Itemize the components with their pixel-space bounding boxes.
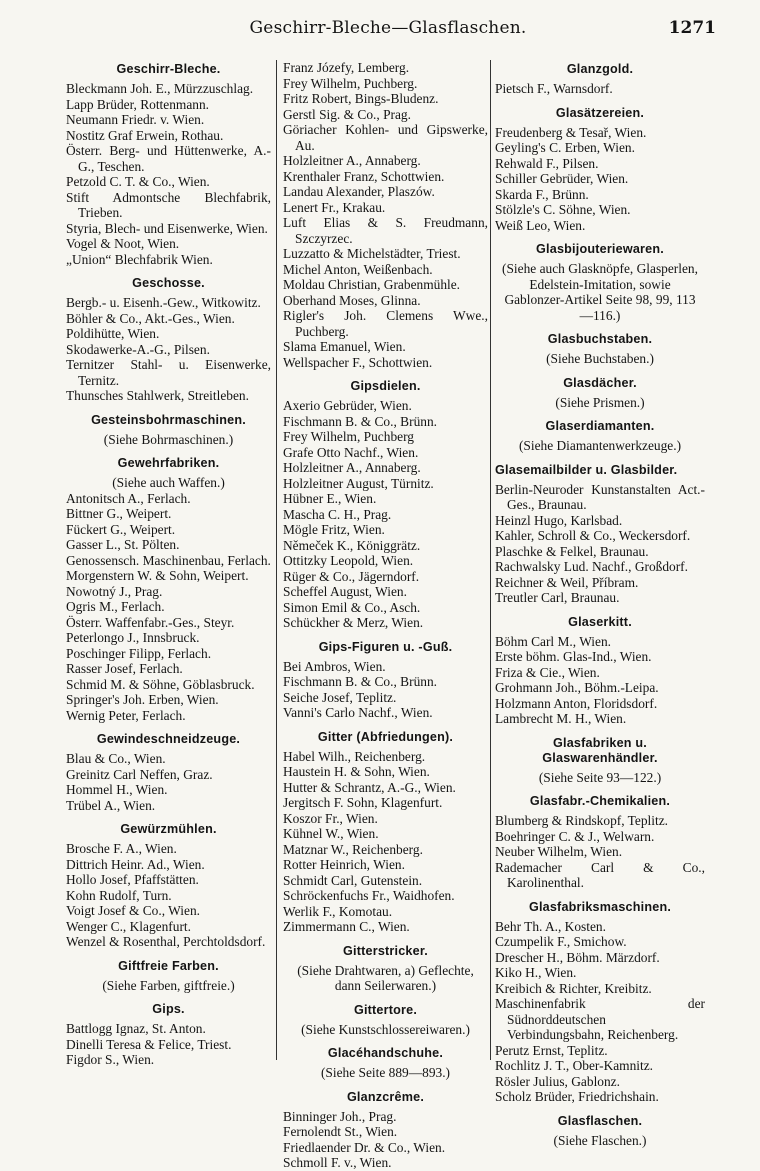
directory-entry: Heinzl Hugo, Karlsbad.: [495, 512, 623, 528]
entry-list: [495, 81, 705, 97]
directory-entry: Pietsch F., Warnsdorf.: [495, 81, 613, 96]
directory-entry: Wenzel & Rosenthal, Perchtoldsdorf.: [66, 934, 266, 949]
directory-entry: Kohn Rudolf, Turn.: [66, 887, 172, 903]
directory-entry: Frey Wilhelm, Puchberg.: [283, 75, 418, 91]
directory-entry: Poschinger Filipp, Ferlach.: [66, 645, 212, 661]
directory-entry: Fritz Robert, Bings-Bludenz.: [283, 91, 439, 106]
directory-entry: Ternitzer Stahl- u. Eisenwerke, Ternitz.: [66, 357, 271, 388]
directory-entry: Bittner G., Weipert.: [66, 506, 172, 521]
section-heading: Glasflaschen.: [557, 1113, 643, 1128]
cross-reference: (Siehe Seite 93—122.): [538, 769, 662, 785]
directory-entry: Österr. Waffenfabr.-Ges., Steyr.: [66, 614, 235, 630]
cross-reference: (Siehe Flaschen.): [553, 1132, 647, 1148]
directory-entry: Schmidt Carl, Gutenstein.: [283, 872, 423, 888]
directory-entry: Schiller Gebrüder, Wien.: [495, 171, 629, 186]
section-heading: Giftfreie Farben.: [118, 958, 219, 973]
directory-entry: Grafe Otto Nachf., Wien.: [283, 444, 419, 460]
directory-entry: Stift Admontsche Blechfabrik, Trieben.: [66, 189, 271, 220]
directory-entry: Holzleitner August, Türnitz.: [283, 475, 434, 491]
directory-entry: Wernig Peter, Ferlach.: [66, 707, 186, 723]
directory-entry: Oberhand Moses, Glinna.: [283, 292, 421, 308]
directory-entry: Skarda F., Brünn.: [495, 186, 589, 202]
directory-entry: Hutter & Schrantz, A.-G., Wien.: [283, 779, 456, 795]
directory-entry: Fischmann B. & Co., Brünn.: [283, 413, 437, 429]
section-heading: Gips.: [152, 1002, 185, 1016]
directory-entry: Geyling's C. Erben, Wien.: [495, 140, 635, 155]
section-heading: Glaserkitt.: [568, 614, 632, 629]
section-heading: Gipsdielen.: [350, 379, 421, 393]
directory-entry: Jergitsch F. Sohn, Klagenfurt.: [283, 795, 443, 810]
directory-entry: Springer's Joh. Erben, Wien.: [66, 692, 219, 707]
directory-entry: Ogris M., Ferlach.: [66, 599, 165, 614]
directory-entry: Perutz Ernst, Teplitz.: [495, 1042, 608, 1058]
directory-entry: Němeček K., Königgrätz.: [283, 537, 421, 553]
directory-entry: Holzleitner A., Annaberg.: [283, 153, 421, 168]
directory-entry: Rösler Julius, Gablonz.: [495, 1073, 620, 1089]
column-1: [66, 60, 271, 1068]
directory-entry: „Union“ Blechfabrik Wien.: [66, 251, 213, 267]
entry-list: [66, 751, 271, 813]
directory-entry: Habel Wilh., Reichenberg.: [283, 748, 426, 764]
directory-entry: Berlin-Neuroder Kunstanstalten Act.-Ges., Braunau.: [495, 481, 705, 512]
directory-entry: Blau & Co., Wien.: [66, 751, 166, 766]
cross-reference: (Siehe Diamantenwerkzeuge.): [518, 438, 682, 453]
directory-entry: Skodawerke-A.-G., Pilsen.: [66, 341, 210, 357]
directory-entry: Holzmann Anton, Floridsdorf.: [495, 695, 658, 711]
directory-entry: Thunsches Stahlwerk, Streitleben.: [66, 388, 249, 403]
section-heading: Geschirr-Bleche.: [116, 62, 221, 76]
section-heading: Gips-Figuren u. -Guß.: [318, 639, 453, 654]
directory-entry: Brosche F. A., Wien.: [66, 841, 177, 856]
directory-entry: Werlik F., Komotau.: [283, 903, 393, 919]
directory-entry: Friza & Cie., Wien.: [495, 664, 600, 680]
directory-entry: Kiko H., Wien.: [495, 965, 577, 980]
directory-entry: Czumpelik F., Smichow.: [495, 934, 627, 949]
entry-list: [66, 1021, 271, 1068]
directory-entry: Schröckenfuchs Fr., Waidhofen.: [283, 888, 455, 903]
directory-entry: Greinitz Carl Neffen, Graz.: [66, 766, 213, 782]
directory-entry: Morgenstern W. & Sohn, Weipert.: [66, 568, 249, 583]
cross-reference: (Siehe Buchstaben.): [546, 351, 654, 366]
directory-entry: Nowotný J., Prag.: [66, 583, 163, 599]
directory-entry: Bergb.- u. Eisenh.-Gew., Witkowitz.: [66, 295, 261, 310]
directory-entry: Rochlitz J. T., Ober-Kamnitz.: [495, 1058, 654, 1073]
directory-entry: Bei Ambros, Wien.: [283, 658, 386, 674]
directory-entry: Seiche Josef, Teplitz.: [283, 689, 397, 705]
directory-entry: Petzold C. T. & Co., Wien.: [66, 174, 210, 189]
directory-entry: Lambrecht M. H., Wien.: [495, 711, 627, 726]
section-heading: Glanzgold.: [566, 62, 634, 76]
directory-entry: Treutler Carl, Braunau.: [495, 590, 620, 605]
directory-entry: Böhler & Co., Akt.-Ges., Wien.: [66, 310, 235, 326]
cross-reference: (Siehe Bohrmaschinen.): [103, 431, 234, 447]
directory-entry: Styria, Blech- und Eisenwerke, Wien.: [66, 220, 268, 236]
entry-list: [495, 919, 705, 1105]
directory-entry: Matznar W., Reichenberg.: [283, 841, 423, 857]
directory-entry: Landau Alexander, Plaszów.: [283, 184, 435, 199]
entry-list: [283, 1109, 488, 1171]
directory-entry: Freudenberg & Tesař, Wien.: [495, 124, 647, 140]
directory-entry: Frey Wilhelm, Puchberg: [283, 429, 414, 444]
entry-list: [283, 398, 488, 631]
directory-entry: Schückher & Merz, Wien.: [283, 615, 424, 630]
section-heading: Glasbijouteriewaren.: [536, 242, 664, 256]
directory-entry: Göriacher Kohlen- und Gipswerke, Au.: [283, 122, 488, 153]
directory-entry: Figdor S., Wien.: [66, 1052, 155, 1067]
directory-entry: Dinelli Teresa & Felice, Triest.: [66, 1036, 232, 1052]
section-heading: Gitterstricker.: [343, 943, 428, 958]
directory-entry: Lenert Fr., Krakau.: [283, 199, 386, 215]
directory-entry: Kreibich & Richter, Kreibitz.: [495, 980, 652, 996]
directory-entry: Krenthaler Franz, Schottwien.: [283, 168, 445, 184]
section-heading: Glasfabr.-Chemikalien.: [529, 794, 671, 808]
directory-entry: Koszor Fr., Wien.: [283, 810, 378, 826]
cross-reference: (Siehe Seite 889—893.): [320, 1065, 451, 1080]
page-number: 1271: [668, 18, 716, 38]
section-heading: Glasfabriken u. Glaswarenhändler.: [542, 735, 658, 765]
section-heading: Gitter (Abfriedungen).: [317, 729, 454, 744]
directory-entry: Scheffel August, Wien.: [283, 584, 407, 599]
cross-reference: (Siehe auch Waffen.): [112, 475, 225, 490]
section-heading: Glasbuchstaben.: [547, 332, 653, 346]
directory-entry: Erste böhm. Glas-Ind., Wien.: [495, 649, 652, 664]
column-2: [283, 60, 488, 1171]
directory-entry: Wellspacher F., Schottwien.: [283, 354, 433, 370]
directory-entry: Nostitz Graf Erwein, Rothau.: [66, 127, 224, 143]
directory-entry: Battlogg Ignaz, St. Anton.: [66, 1021, 206, 1036]
page-title: Geschirr-Bleche—Glasflaschen.: [249, 18, 527, 38]
directory-entry: Vanni's Carlo Nachf., Wien.: [283, 705, 433, 720]
directory-entry: Antonitsch A., Ferlach.: [66, 490, 191, 506]
directory-entry: Drescher H., Böhm. Märzdorf.: [495, 949, 660, 965]
column-3: [495, 60, 705, 1148]
directory-entry: Friedlaender Dr. & Co., Wien.: [283, 1139, 446, 1155]
directory-entry: Bleckmann Joh. E., Mürzzuschlag.: [66, 81, 254, 96]
directory-entry: Rachwalsky Lud. Nachf., Großdorf.: [495, 559, 688, 574]
directory-entry: Moldau Christian, Grabenmühle.: [283, 277, 461, 292]
directory-entry: Luft Elias & S. Freudmann, Szczyrzec.: [283, 215, 488, 246]
directory-entry: Voigt Josef & Co., Wien.: [66, 903, 200, 918]
directory-entry: Ottitzky Leopold, Wien.: [283, 553, 414, 568]
cross-reference: (Siehe Kunstschlossereiwaren.): [301, 1021, 470, 1037]
directory-entry: Peterlongo J., Innsbruck.: [66, 630, 200, 645]
section-heading: Glacéhandschuhe.: [327, 1046, 444, 1060]
entry-list: [66, 841, 271, 950]
entry-list: [66, 81, 271, 267]
directory-entry: Haustein H. & Sohn, Wien.: [283, 764, 430, 779]
entry-list: [495, 125, 705, 234]
directory-entry: Boehringer C. & J., Welwarn.: [495, 828, 655, 844]
directory-entry: Mascha C. H., Prag.: [283, 506, 392, 522]
entry-list: [283, 60, 488, 370]
directory-entry: Stölzle's C. Söhne, Wien.: [495, 202, 631, 217]
entry-list: [495, 813, 705, 891]
section-heading: Gittertore.: [353, 1002, 418, 1017]
cross-reference: (Siehe auch Glasknöpfe, Glasperlen, Edelstein-Imitation, sowie Gablonzer-Artikel Seite 98, 99, 113—116.): [502, 261, 698, 323]
directory-entry: Genossensch. Maschinenbau, Ferlach.: [66, 552, 271, 568]
directory-entry: Fernolendt St., Wien.: [283, 1124, 398, 1139]
directory-entry: Scholz Brüder, Friedrichshain.: [495, 1089, 659, 1104]
directory-entry: Axerio Gebrüder, Wien.: [283, 398, 412, 413]
section-heading: Gewindeschneidzeuge.: [96, 732, 241, 746]
directory-entry: Weiß Leo, Wien.: [495, 217, 586, 233]
directory-entry: Vogel & Noot, Wien.: [66, 236, 180, 251]
directory-entry: Trübel A., Wien.: [66, 797, 156, 813]
directory-entry: Gasser L., St. Pölten.: [66, 537, 180, 552]
section-heading: Glasemailbilder u. Glasbilder.: [495, 462, 678, 477]
column-divider: [276, 60, 277, 1060]
directory-entry: Binninger Joh., Prag.: [283, 1108, 397, 1124]
directory-entry: Gerstl Sig. & Co., Prag.: [283, 106, 411, 122]
directory-entry: Michel Anton, Weißenbach.: [283, 261, 433, 277]
directory-entry: Rasser Josef, Ferlach.: [66, 661, 183, 676]
directory-entry: Zimmermann C., Wien.: [283, 919, 410, 934]
entry-list: [283, 749, 488, 935]
directory-entry: Fückert G., Weipert.: [66, 521, 176, 537]
section-heading: Gesteinsbohrmaschinen.: [91, 412, 246, 427]
section-heading: Geschosse.: [132, 276, 205, 290]
directory-entry: Reichner & Weil, Příbram.: [495, 574, 639, 590]
directory-entry: Plaschke & Felkel, Braunau.: [495, 543, 649, 559]
section-heading: Glasdächer.: [563, 375, 637, 390]
directory-entry: Franz Józefy, Lemberg.: [283, 60, 410, 75]
section-heading: Gewürzmühlen.: [120, 822, 217, 836]
column-divider: [490, 60, 491, 1060]
page-header: [60, 18, 716, 44]
directory-entry: Poldihütte, Wien.: [66, 326, 160, 341]
directory-entry: Schmid M. & Söhne, Göblasbruck.: [66, 676, 255, 692]
directory-entry: Blumberg & Rindskopf, Teplitz.: [495, 813, 669, 828]
directory-entry: Böhm Carl M., Wien.: [495, 633, 612, 649]
directory-entry: Hollo Josef, Pfaffstätten.: [66, 872, 199, 887]
directory-entry: Hübner E., Wien.: [283, 491, 377, 506]
directory-entry: Neuber Wilhelm, Wien.: [495, 844, 623, 859]
cross-reference: (Siehe Farben, giftfreie.): [102, 977, 235, 993]
directory-entry: Neumann Friedr. v. Wien.: [66, 112, 205, 127]
entry-list: [66, 295, 271, 404]
directory-entry: Rehwald F., Pilsen.: [495, 155, 599, 171]
directory-entry: Rademacher Carl & Co., Karolinenthal.: [495, 859, 705, 890]
directory-entry: Rigler's Joh. Clemens Wwe., Puchberg.: [283, 308, 488, 339]
directory-entry: Lapp Brüder, Rottenmann.: [66, 96, 210, 112]
directory-entry: Mögle Fritz, Wien.: [283, 522, 385, 537]
entry-list: [283, 659, 488, 721]
section-heading: Glasfabriksmaschinen.: [528, 899, 672, 914]
directory-entry: Österr. Berg- und Hüttenwerke, A.-G., Teschen.: [66, 143, 271, 174]
directory-entry: Simon Emil & Co., Asch.: [283, 599, 421, 615]
cross-reference: (Siehe Prismen.): [555, 394, 645, 410]
directory-entry: Wenger C., Klagenfurt.: [66, 918, 191, 934]
section-heading: Gewehrfabriken.: [117, 456, 220, 470]
directory-entry: Maschinenfabrik der Südnorddeutschen Verbindungsbahn, Reichenberg.: [495, 996, 705, 1042]
directory-entry: Luzzatto & Michelstädter, Triest.: [283, 246, 461, 261]
section-heading: Glasätzereien.: [555, 105, 645, 120]
directory-entry: Rüger & Co., Jägerndorf.: [283, 568, 420, 584]
directory-entry: Slama Emanuel, Wien.: [283, 339, 406, 354]
entry-list: [495, 634, 705, 727]
directory-entry: Holzleitner A., Annaberg.: [283, 460, 421, 475]
directory-entry: Grohmann Joh., Böhm.-Leipa.: [495, 680, 659, 695]
section-heading: Glanzcrême.: [346, 1089, 425, 1104]
directory-entry: Rotter Heinrich, Wien.: [283, 857, 405, 872]
cross-reference: (Siehe Drahtwaren, a) Geflechte, dann Seilerwaren.): [297, 962, 474, 993]
directory-entry: Kahler, Schroll & Co., Weckersdorf.: [495, 528, 691, 543]
entry-list: [66, 491, 271, 724]
directory-entry: Dittrich Heinr. Ad., Wien.: [66, 856, 205, 872]
directory-entry: Fischmann B. & Co., Brünn.: [283, 674, 437, 689]
directory-entry: Hommel H., Wien.: [66, 782, 168, 797]
directory-entry: Behr Th. A., Kosten.: [495, 918, 606, 934]
section-heading: Glaserdiamanten.: [545, 419, 655, 433]
entry-list: [495, 482, 705, 606]
directory-entry: Schmoll F. v., Wien.: [283, 1155, 392, 1170]
directory-entry: Kühnel W., Wien.: [283, 826, 379, 841]
